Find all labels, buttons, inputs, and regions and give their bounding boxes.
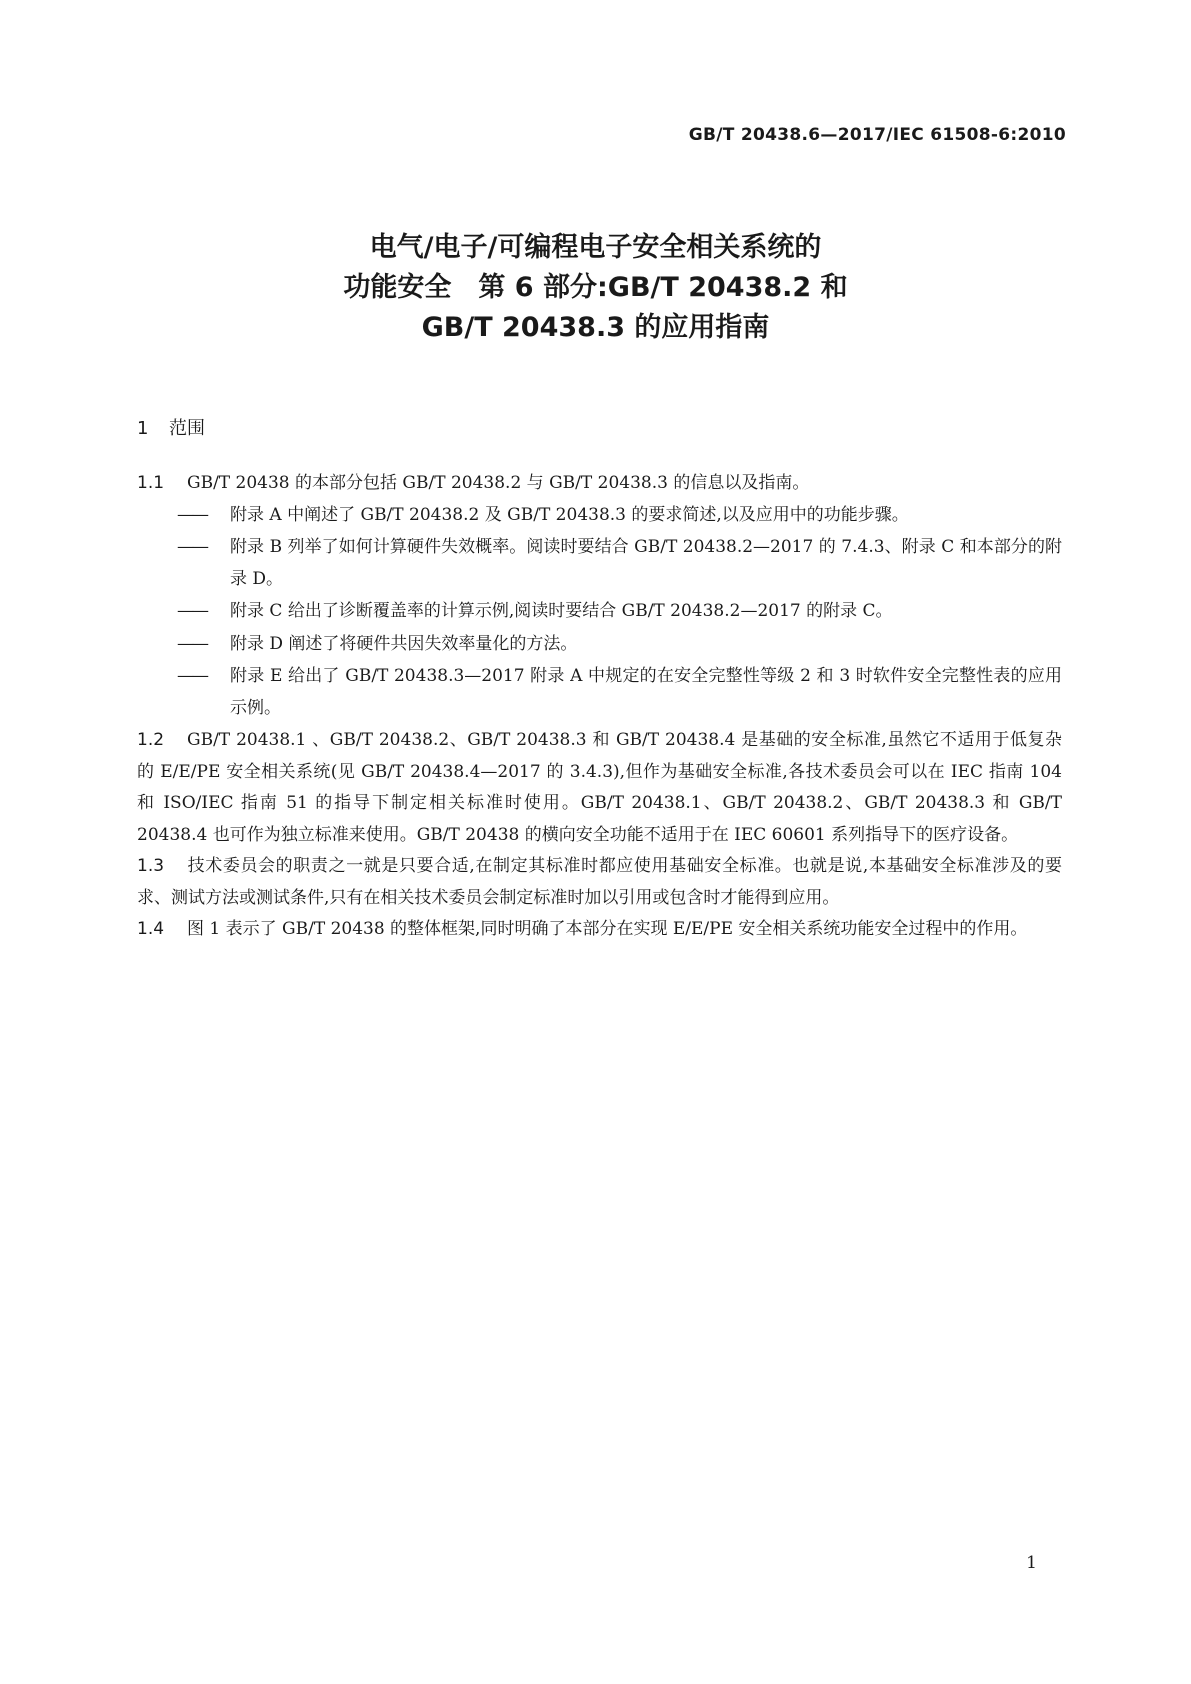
clause-text: GB/T 20438 的本部分包括 GB/T 20438.2 与 GB/T 20438.3 的信息以及指南。 [187, 473, 810, 493]
list-item-text: 附录 A 中阐述了 GB/T 20438.2 及 GB/T 20438.3 的要求简述,以及应用中的功能步骤。 [230, 504, 909, 525]
list-item [137, 661, 1062, 724]
clause-1-1 [137, 468, 1062, 500]
section-title: 范围 [169, 418, 205, 439]
list-item [137, 629, 1062, 661]
list-item-text: 附录 B 列举了如何计算硬件失效概率。阅读时要结合 GB/T 20438.2—2017 的 7.4.3、附录 C 和本部分的附录 D。 [230, 537, 1062, 589]
document-code: GB/T 20438.6—2017/IEC 61508-6:2010 [688, 125, 1066, 145]
list-item-text: 附录 C 给出了诊断覆盖率的计算示例,阅读时要结合 GB/T 20438.2—2017 的附录 C。 [230, 601, 893, 621]
list-item [137, 500, 1062, 532]
clause-number: 1.4 [137, 919, 165, 939]
document-title [0, 228, 1191, 348]
list-item [137, 532, 1062, 595]
dash-marker: —— [177, 601, 207, 621]
clause-number: 1.2 [137, 730, 165, 750]
list-item-text: 附录 D 阐述了将硬件共因失效率量化的方法。 [230, 633, 578, 654]
clause-text: GB/T 20438.1 、GB/T 20438.2、GB/T 20438.3 和 GB/T 20438.4 是基础的安全标准,虽然它不适用于低复杂的 E/E/PE 安全相关系统(见 GB/T 20438.4—2017 的 3.4.3),但作为基础安全标准,各技术委员会可以在 IEC 指南 104 和 ISO/IEC 指南 51 的指导下制定相关标准时使用。GB/T 20438.1、GB/T 20438.2、GB/T 20438.3 和 GB/T 20438.4 也可作为独立标准来使用。GB/T 20438 的横向安全功能不适用于在 IEC 60601 系列指导下的医疗设备。 [137, 730, 1062, 845]
list-item [137, 596, 1062, 628]
document-body [137, 468, 1062, 946]
dash-marker: —— [177, 666, 207, 686]
clause-number: 1.1 [137, 473, 165, 493]
clause-text: 图 1 表示了 GB/T 20438 的整体框架,同时明确了本部分在实现 E/E/PE 安全相关系统功能安全过程中的作用。 [187, 919, 1028, 939]
dash-marker: —— [177, 504, 207, 525]
dash-marker: —— [177, 633, 207, 654]
section-number: 1 [137, 418, 149, 439]
dash-marker: —— [177, 537, 207, 557]
clause-text: 技术委员会的职责之一就是只要合适,在制定其标准时都应使用基础安全标准。也就是说,本基础安全标准涉及的要求、测试方法或测试条件,只有在相关技术委员会制定标准时加以引用或包含时才能得到应用。 [137, 856, 1062, 908]
list-item-text: 附录 E 给出了 GB/T 20438.3—2017 附录 A 中规定的在安全完整性等级 2 和 3 时软件安全完整性表的应用示例。 [230, 666, 1062, 718]
page-number: 1 [1026, 1553, 1037, 1573]
title-line-2: 功能安全 第 6 部分:GB/T 20438.2 和 [343, 272, 848, 303]
clause-number: 1.3 [137, 856, 165, 876]
clause-1-3 [137, 851, 1062, 914]
title-line-1: 电气/电子/可编程电子安全相关系统的 [369, 232, 822, 263]
clause-1-4 [137, 914, 1062, 946]
section-heading-scope [137, 414, 205, 440]
clause-1-2 [137, 725, 1062, 851]
title-line-3: GB/T 20438.3 的应用指南 [421, 312, 770, 343]
